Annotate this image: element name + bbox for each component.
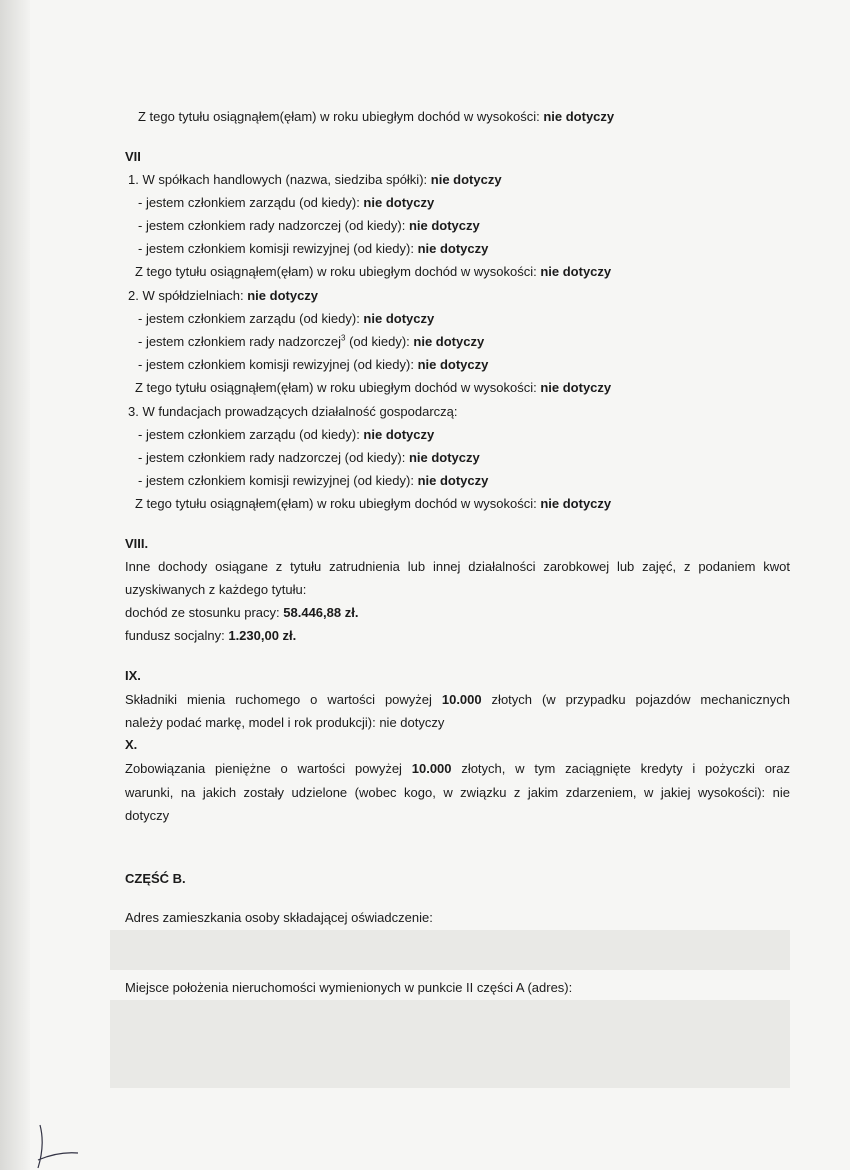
vii-item2-value: nie dotyczy xyxy=(247,288,319,303)
vii-item1 xyxy=(128,168,502,191)
income-value: nie dotyczy xyxy=(543,109,615,124)
vii-item3-board xyxy=(138,423,434,446)
viii-line1: Inne dochody osiągane z tytułu zatrudnienia lub innej działalności zarobkowej lub zajęć, z podaniem kwot xyxy=(125,559,790,574)
vii-item1-income-text: Z tego tytułu osiągnąłem(ęłam) w roku ubiegłym dochód w wysokości: xyxy=(135,264,541,279)
section-x-heading: X. xyxy=(125,737,138,752)
scan-edge xyxy=(0,0,30,1170)
x-threshold: 10.000 xyxy=(411,761,452,776)
viii-salary-value: 58.446,88 zł. xyxy=(283,605,359,620)
property-location-label: Miejsce położenia nieruchomości wymienionych w punkcie II części A (adres): xyxy=(125,980,573,995)
x-line1 xyxy=(125,757,790,780)
vii-item1-value: nie dotyczy xyxy=(430,172,502,187)
viii-social-text: fundusz socjalny: xyxy=(125,628,229,643)
ix-line1-c: złotych (w przypadku pojazdów mechanicznych xyxy=(481,692,790,707)
vii-item1-board-value: nie dotyczy xyxy=(363,195,435,210)
vii-item2-board-text: - jestem członkiem zarządu (od kiedy): xyxy=(138,311,364,326)
vii-item3-income-value: nie dotyczy xyxy=(540,496,612,511)
vii-item1-audit-text: - jestem członkiem komisji rewizyjnej (od kiedy): xyxy=(138,241,418,256)
vii-item2 xyxy=(128,284,318,307)
ix-line1-a: Składniki mienia ruchomego o wartości powyżej xyxy=(125,692,442,707)
vii-item3-audit-text: - jestem członkiem komisji rewizyjnej (od kiedy): xyxy=(138,473,418,488)
section-vii-heading: VII xyxy=(125,149,141,164)
income-line xyxy=(138,105,614,128)
x-line1-a: Zobowiązania pieniężne o wartości powyżej xyxy=(125,761,412,776)
vii-item1-supervisory-text: - jestem członkiem rady nadzorczej (od kiedy): xyxy=(138,218,409,233)
vii-item1-income xyxy=(135,260,611,283)
viii-social xyxy=(125,624,296,647)
vii-item3-supervisory xyxy=(138,446,480,469)
vii-item3 xyxy=(128,400,458,423)
vii-item3-supervisory-text: - jestem członkiem rady nadzorczej (od kiedy): xyxy=(138,450,409,465)
section-viii-heading: VIII. xyxy=(125,536,149,551)
signature-mark xyxy=(30,1120,90,1170)
vii-item3-audit-value: nie dotyczy xyxy=(417,473,489,488)
section-ix-heading: IX. xyxy=(125,668,141,683)
part-b-heading: CZĘŚĆ B. xyxy=(125,871,186,886)
vii-item2-audit-text: - jestem członkiem komisji rewizyjnej (od kiedy): xyxy=(138,357,418,372)
address-label: Adres zamieszkania osoby składającej oświadczenie: xyxy=(125,910,433,925)
vii-item1-audit xyxy=(138,237,488,260)
income-text: Z tego tytułu osiągnąłem(ęłam) w roku ubiegłym dochód w wysokości: xyxy=(138,109,544,124)
vii-item1-income-value: nie dotyczy xyxy=(540,264,612,279)
ix-threshold: 10.000 xyxy=(441,692,482,707)
footnote-marker: 3 xyxy=(341,333,346,343)
vii-item3-supervisory-value: nie dotyczy xyxy=(408,450,480,465)
vii-item3-audit xyxy=(138,469,488,492)
vii-item3-text: 3. W fundacjach prowadzących działalność gospodarczą: xyxy=(128,404,458,419)
vii-item2-income-value: nie dotyczy xyxy=(540,380,612,395)
address-redacted xyxy=(110,930,790,970)
vii-item2-supervisory-text: - jestem członkiem rady nadzorczej xyxy=(138,334,342,349)
x-line3: dotyczy xyxy=(125,808,170,823)
vii-item1-supervisory xyxy=(138,214,480,237)
vii-item3-income-text: Z tego tytułu osiągnąłem(ęłam) w roku ubiegłym dochód w wysokości: xyxy=(135,496,541,511)
vii-item2-text: 2. W spółdzielniach: xyxy=(128,288,248,303)
vii-item1-audit-value: nie dotyczy xyxy=(417,241,489,256)
viii-social-value: 1.230,00 zł. xyxy=(228,628,297,643)
vii-item3-board-text: - jestem członkiem zarządu (od kiedy): xyxy=(138,427,364,442)
vii-item2-supervisory-text2: (od kiedy): xyxy=(345,334,414,349)
vii-item2-audit xyxy=(138,353,488,376)
viii-line2: uzyskiwanych z każdego tytułu: xyxy=(125,582,307,597)
vii-item2-supervisory-value: nie dotyczy xyxy=(413,334,485,349)
viii-salary xyxy=(125,601,358,624)
vii-item2-supervisory xyxy=(138,330,484,353)
vii-item1-board-text: - jestem członkiem zarządu (od kiedy): xyxy=(138,195,364,210)
vii-item2-board-value: nie dotyczy xyxy=(363,311,435,326)
viii-salary-text: dochód ze stosunku pracy: xyxy=(125,605,284,620)
vii-item2-income-text: Z tego tytułu osiągnąłem(ęłam) w roku ubiegłym dochód w wysokości: xyxy=(135,380,541,395)
vii-item3-income xyxy=(135,492,611,515)
vii-item1-board xyxy=(138,191,434,214)
x-line2: warunki, na jakich zostały udzielone (wobec kogo, w związku z jakim zdarzeniem, w jakiej wysokości): nie xyxy=(125,785,790,800)
ix-line1 xyxy=(125,688,790,711)
property-redacted xyxy=(110,1000,790,1088)
vii-item1-supervisory-value: nie dotyczy xyxy=(408,218,480,233)
ix-line2: należy podać markę, model i rok produkcji): nie dotyczy xyxy=(125,715,445,730)
vii-item1-text: 1. W spółkach handlowych (nazwa, siedziba spółki): xyxy=(128,172,431,187)
vii-item2-audit-value: nie dotyczy xyxy=(417,357,489,372)
vii-item2-income xyxy=(135,376,611,399)
vii-item3-board-value: nie dotyczy xyxy=(363,427,435,442)
x-line1-c: złotych, w tym zaciągnięte kredyty i pożyczki oraz xyxy=(451,761,790,776)
vii-item2-board xyxy=(138,307,434,330)
